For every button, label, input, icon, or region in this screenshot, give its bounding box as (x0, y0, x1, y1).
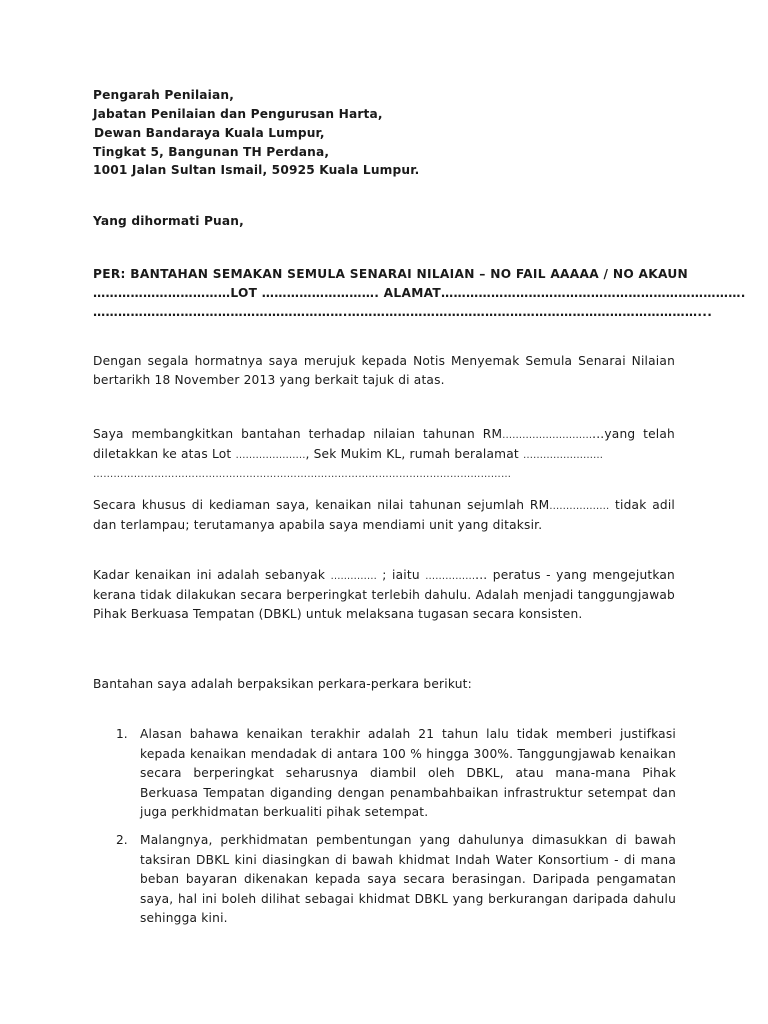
list-item-1: Alasan bahawa kenaikan terakhir adalah 21 tahun lalu tidak memberi justifkasi kepada kenaikan mendadak di antara 100 % hingga 300%. Tanggungjawab kenaikan secara berperingkat seharusnya diambil oleh DBKL, atau mana-mana Pihak Berkuasa Tempatan diganding dengan penambahbaikan infrastruktur setempat dan juga perkhidmatan berkualiti pihak setempat. (140, 727, 676, 819)
recipient-organisation: Dewan Bandaraya Kuala Lumpur, (94, 126, 325, 140)
subject-row-3: …………………………………………………….…………………………………………………………………………... (93, 305, 713, 319)
salutation: Yang dihormati Puan, (93, 214, 244, 228)
rate-text-1: Kadar kenaikan ini adalah sebanyak (93, 568, 331, 582)
subject-heading (93, 265, 746, 322)
subject-row-2: ……………………………LOT ………………………. ALAMAT………………………………………………………………. (93, 286, 746, 300)
specific-text-1: Secara khusus di kediaman saya, kenaikan nilai tahunan sejumlah RM (93, 498, 550, 512)
objection-text-3: , Sek Mukim KL, rumah beralamat (305, 447, 519, 461)
recipient-building: Tingkat 5, Bangunan TH Perdana, (93, 145, 330, 159)
rate-blank: …..……… (330, 571, 377, 582)
list-number-2: 2. (116, 833, 128, 847)
recipient-street: 1001 Jalan Sultan Ismail, 50925 Kuala Lumpur. (93, 163, 420, 177)
paragraph-specific (93, 496, 675, 535)
paragraph-objection (93, 425, 675, 484)
rate-text-3: ... peratus - yang mengejutkan kerana tidak dilakukan secara berperingkat terlebih dahulu. Adalah menjadi tanggungjawab Pihak Berkuasa Tempatan (DBKL) untuk melaksana tugasan secara konsisten. (93, 568, 675, 621)
rate-text-2: ; iaitu (376, 568, 426, 582)
recipient-title: Pengarah Penilaian, (93, 88, 234, 102)
specific-text-2: tidak adil dan terlampau; terutamanya apabila saya mendiami unit yang ditaksir. (93, 498, 675, 532)
list-item-2: Malangnya, perkhidmatan pembentungan yang dahulunya dimasukkan di bawah taksiran DBKL kini diasingkan di bawah khidmat Indah Water Konsortium - di mana beban bayaran dikenakan kepada saya secara berasingan. Daripada pengamatan saya, hal ini boleh dilihat sebagai khidmat DBKL yang berkurangan daripada dahulu sehingga kini. (140, 833, 676, 925)
lot-blank: ………………… (235, 450, 306, 461)
increase-amount-blank: ……………… (549, 501, 610, 512)
percent-blank: …………… (425, 571, 476, 582)
address-blank-line: …………………………………………………………………………………………………………… (93, 469, 512, 480)
paragraph-reference: Dengan segala hormatnya saya merujuk kepada Notis Menyemak Semula Senarai Nilaian bertarikh 18 November 2013 yang berkait tajuk di atas. (93, 354, 675, 387)
address-blank: …………………… (522, 450, 603, 461)
paragraph-rate (93, 566, 675, 624)
objection-text-2: ...yang telah diletakkan ke atas Lot (93, 427, 675, 461)
value-blank: ……………………… (502, 430, 593, 441)
objection-text-1: Saya membangkitkan bantahan terhadap nilaian tahunan RM (93, 427, 503, 441)
recipient-department: Jabatan Penilaian dan Pengurusan Harta, (93, 107, 383, 121)
list-number-1: 1. (116, 727, 128, 741)
subject-row-1: PER: BANTAHAN SEMAKAN SEMULA SENARAI NILAIAN – NO FAIL AAAAA / NO AKAUN (93, 267, 689, 281)
paragraph-grounds-intro: Bantahan saya adalah berpaksikan perkara-perkara berikut: (93, 677, 472, 691)
